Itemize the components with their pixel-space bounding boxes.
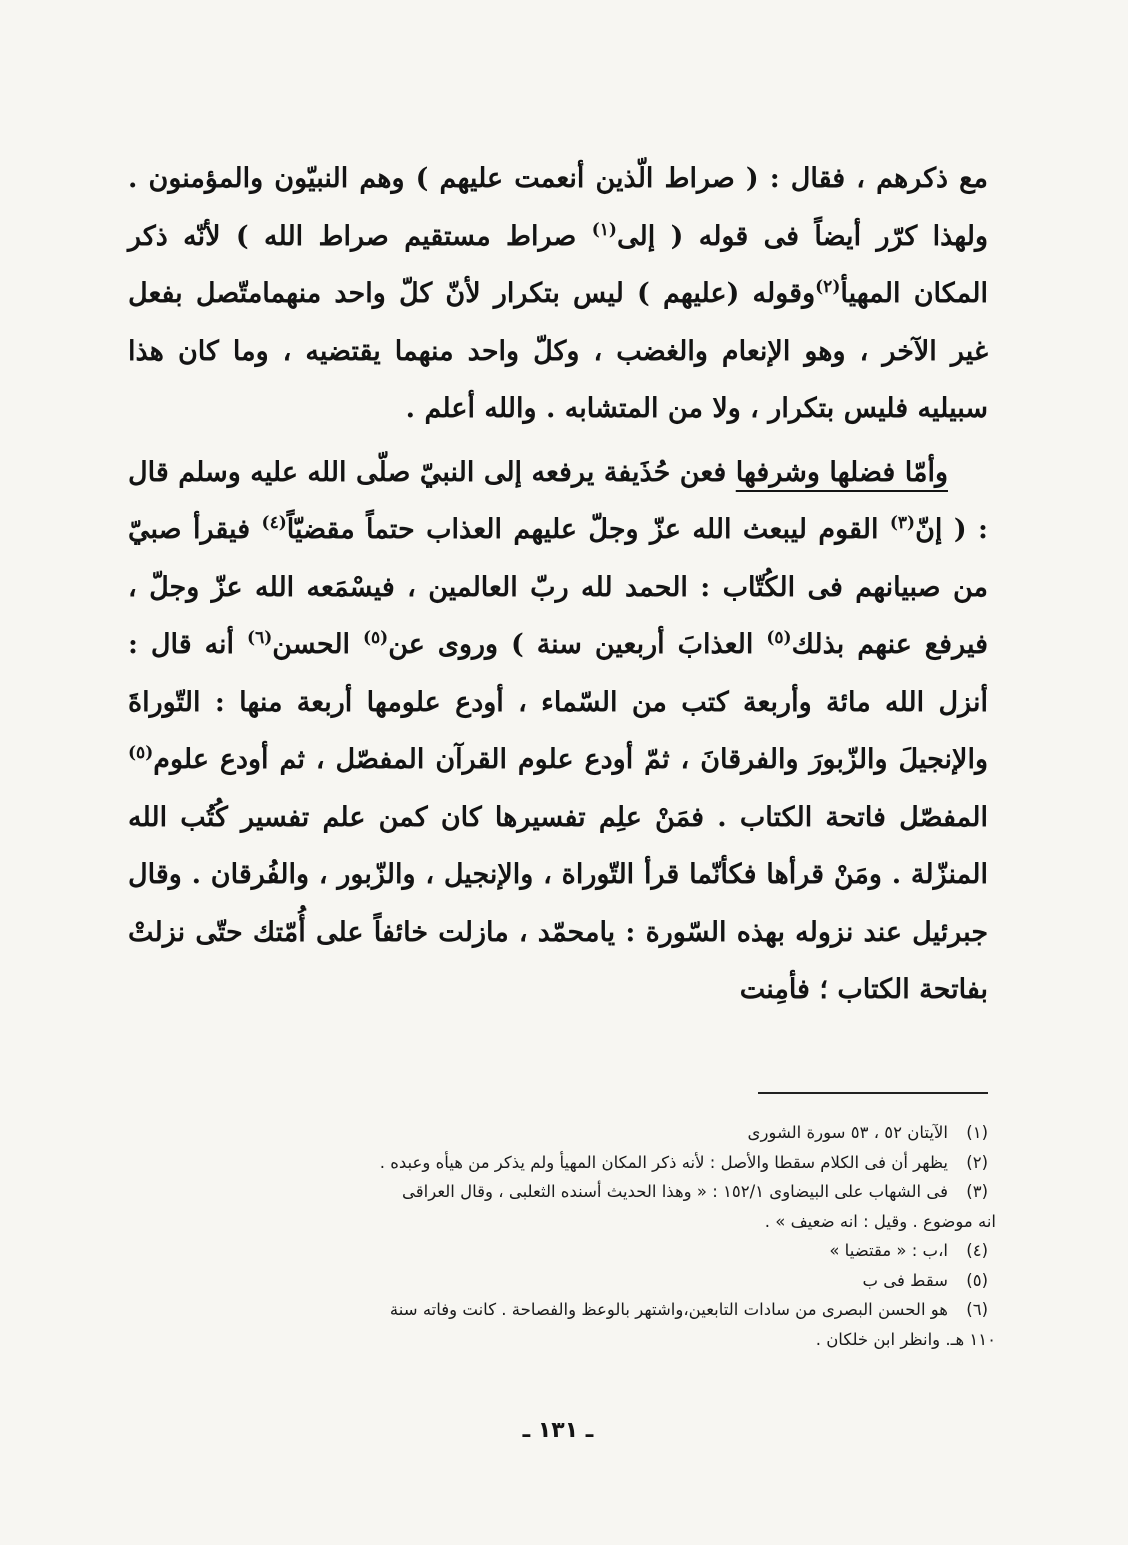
footnote-ref-5b[interactable]: (٥) bbox=[362, 628, 389, 648]
para2-line-5b: أنه قال : أنزل الله مائة وأربعة كتب من السّماء ، أودع علومها bbox=[128, 629, 988, 718]
paragraph-1 bbox=[128, 150, 988, 438]
footnote-5 bbox=[128, 1266, 988, 1296]
para2-line-4b: العذابَ أربعين سنة ) وروى عن bbox=[388, 629, 754, 660]
footnote-3-continuation: انه موضوع . وقيل : انه ضعيف » . bbox=[764, 1211, 996, 1231]
footnotes bbox=[128, 1118, 996, 1354]
footnote-number: (٦) bbox=[966, 1300, 988, 1319]
para2-line-2a: ( إنّ bbox=[915, 514, 967, 545]
footnote-1 bbox=[128, 1118, 988, 1148]
para1-line-2a: ولهذا كرّر أيضاً فى قوله ( إلى bbox=[616, 220, 988, 252]
para2-line-10: يامحمّد ، مازلت خائفاً على أُمّتك حتّى نزلتْ بفاتحة الكتاب ؛ فأمِنت bbox=[128, 916, 988, 1005]
para1-line-5: هذا سبيليه فليس بتكرار ، ولا من المتشابه . والله أعلم . bbox=[128, 335, 988, 424]
paragraph-2 bbox=[128, 444, 988, 1019]
page-number: ـ ١٣١ ـ bbox=[522, 1418, 594, 1443]
footnote-ref-4[interactable]: (٤) bbox=[261, 513, 287, 533]
footnote-ref-2[interactable]: (٢) bbox=[815, 277, 841, 297]
footnote-text: هو الحسن البصرى من سادات التابعين،واشتهر بالوعظ والفصاحة . كانت وفاته سنة bbox=[389, 1300, 948, 1319]
para1-line-3b: وقوله (عليهم ) ليس بتكرار لأنّ كلّ واحد منهمامتّصل بفعل bbox=[128, 278, 816, 309]
para2-line-1b: فعن حُذَيفة يرفعه إلى النبيّ صلّى الله عليه وسلم قال : bbox=[128, 456, 988, 545]
footnote-text: سقط فى ب bbox=[862, 1270, 948, 1290]
para1-line-1: مع ذكرهم ، فقال : ( صراط الّذين أنعمت عليهم ) وهم النبيّون والمؤمنون . bbox=[128, 163, 988, 194]
para2-line-5a: الحسن bbox=[272, 629, 351, 660]
footnote-2 bbox=[128, 1148, 988, 1178]
footnote-number: (٢) bbox=[966, 1152, 988, 1172]
footnote-text: يظهر أن فى الكلام سقطا والأصل : لأنه ذكر المكان المهيأ ولم يذكر من هيأه وعبده . bbox=[379, 1152, 948, 1172]
footnote-6-continuation: ١١٠ هـ. وانظر ابن خلكان . bbox=[815, 1329, 996, 1349]
footnote-4 bbox=[128, 1236, 988, 1266]
footnote-number: (٤) bbox=[966, 1241, 988, 1260]
para2-line-6: أربعة منها : التّوراةَ والإنجيلَ والزّبورَ والفرقانَ ، ثمّ أودع علوم القرآن bbox=[128, 686, 988, 775]
footnote-3 bbox=[128, 1177, 988, 1207]
footnote-text: فى الشهاب على البيضاوى ١٥٢/١ : « وهذا الحديث أسنده الثعلبى ، وقال العراقى bbox=[401, 1182, 948, 1201]
para2-line-8: كمن علم تفسير كُتُب الله المنزّلة . ومَنْ قرأها فكأنّما قرأ التّوراة ، bbox=[128, 801, 988, 890]
para2-line-7b: المفصّل فاتحة الكتاب . فمَنْ علِم تفسيرها كان bbox=[440, 801, 988, 833]
main-text bbox=[128, 150, 988, 1019]
footnote-ref-5a[interactable]: (٥) bbox=[766, 628, 792, 648]
footnote-ref-1[interactable]: (١) bbox=[591, 219, 617, 240]
para2-line-4a: عزّ وجلّ ، فيرفع عنهم بذلك bbox=[128, 571, 989, 660]
para1-line-3a: المكان المهيأ bbox=[840, 278, 988, 309]
para1-line-4: غير الآخر ، وهو الإنعام والغضب ، وكلّ واحد منهما يقتضيه ، وما كان bbox=[177, 335, 988, 367]
para2-line-9: والإنجيل ، والزّبور ، والفُرقان . وقال جبرئيل عند نزوله بهذه السّورة : bbox=[128, 859, 989, 948]
footnote-text: الآيتان ٥٢ ، ٥٣ سورة الشورى bbox=[747, 1123, 948, 1142]
footnote-ref-6[interactable]: (٦) bbox=[247, 628, 273, 648]
para2-line-2b: القوم ليبعث الله عزّ وجلّ عليهم العذاب حتماً مقضيّاً bbox=[286, 514, 879, 545]
footnote-separator bbox=[758, 1092, 988, 1094]
footnote-6 bbox=[128, 1295, 988, 1325]
footnote-text: ا،ب : « مقتضيا » bbox=[829, 1241, 948, 1260]
para1-line-2b: صراط مستقيم صراط الله ) لأنّه ذكر bbox=[128, 220, 577, 252]
para2-line-3: صبيّ من صبيانهم فى الكُتّاب : الحمد لله ربّ العالمين ، فيسْمَعه الله bbox=[128, 514, 988, 603]
footnote-number: (١) bbox=[966, 1123, 988, 1142]
para2-line-2c: فيقرأ bbox=[192, 514, 251, 545]
underlined-phrase: وأمّا فضلها وشرفها bbox=[735, 456, 948, 488]
para2-line-7a: المفصّل ، ثم أودع علوم bbox=[153, 744, 425, 775]
footnote-number: (٣) bbox=[966, 1182, 988, 1201]
document-page bbox=[128, 150, 996, 1470]
footnote-ref-3[interactable]: (٣) bbox=[889, 513, 916, 533]
footnote-ref-5c[interactable]: (٥) bbox=[128, 743, 154, 763]
footnote-number: (٥) bbox=[966, 1270, 988, 1290]
